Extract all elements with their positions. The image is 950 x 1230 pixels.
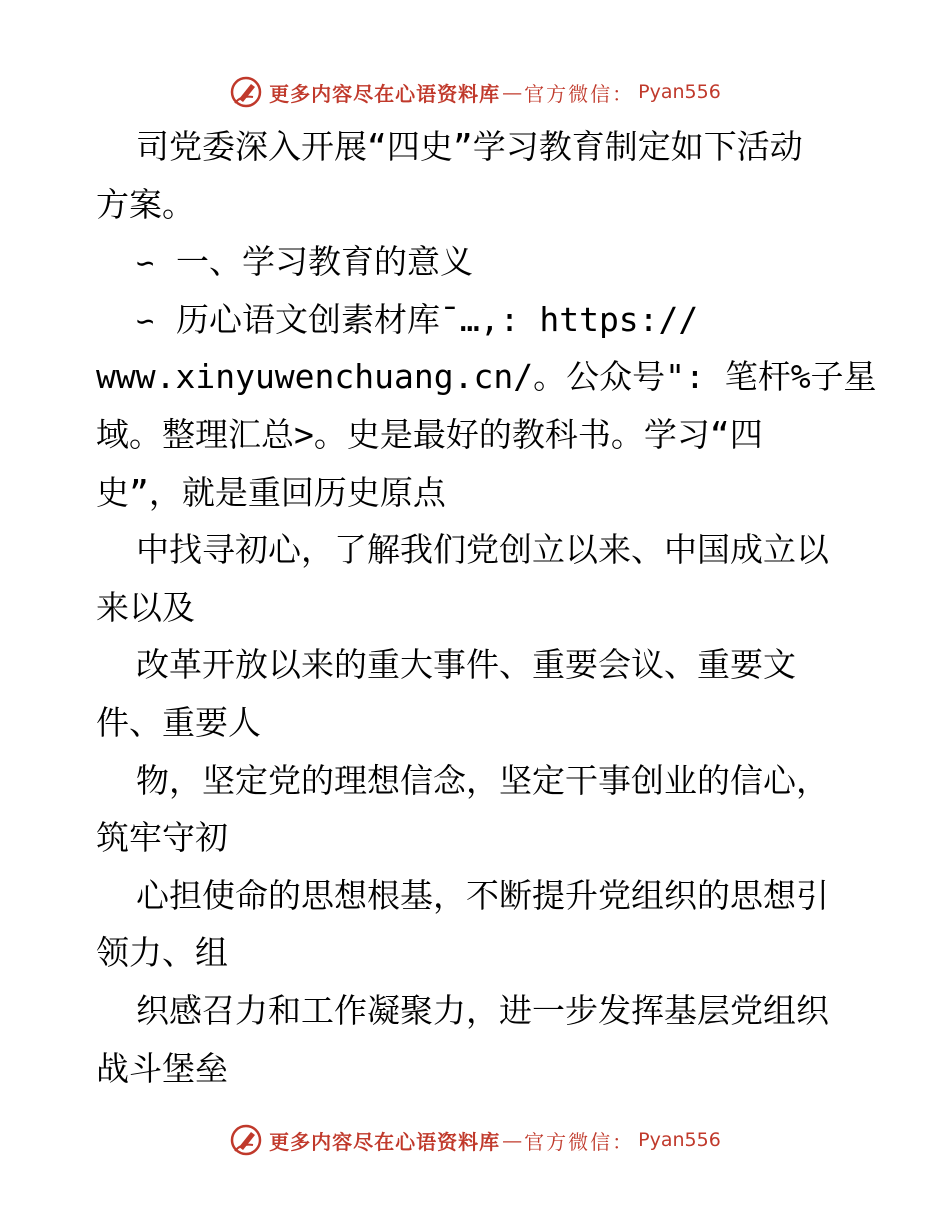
line-text: 历心语文创素材库¯…,: https:// <box>176 299 699 339</box>
text-line: 战斗堡垒 <box>96 1048 228 1088</box>
text-line: 件、重要人 <box>96 702 261 742</box>
text-line: 域。整理汇总>。史是最好的教科书。学习“四 <box>96 414 763 454</box>
banner-brand: 更多内容尽在心语资料库 <box>269 1129 501 1154</box>
pen-logo-icon <box>229 75 263 109</box>
pen-logo-icon <box>229 1123 263 1157</box>
fleuron-bullet-icon: ∽ <box>136 303 155 339</box>
section-heading <box>96 233 856 291</box>
banner-brand: 更多内容尽在心语资料库 <box>269 81 501 106</box>
text-line: 中找寻初心，了解我们党创立以来、中国成立以 <box>136 530 829 570</box>
text-line: 方案。 <box>96 184 195 224</box>
text-line: 司党委深入开展“四史”学习教育制定如下活动 <box>136 127 803 166</box>
banner-separator: — <box>502 1128 523 1152</box>
banner-official: 官方微信： <box>524 81 635 106</box>
text-line: 来以及 <box>96 587 195 627</box>
fleuron-bullet-icon: ∽ <box>136 246 155 282</box>
text-line: 织感召力和工作凝聚力，进一步发挥基层党组织 <box>136 990 829 1030</box>
text-line: 筑牢守初 <box>96 818 228 858</box>
heading-text: 一、学习教育的意义 <box>176 242 473 282</box>
document-body <box>96 118 877 1097</box>
text-line: 改革开放以来的重大事件、重要会议、重要文 <box>136 645 796 685</box>
banner-separator: — <box>502 80 523 104</box>
header-banner <box>0 72 950 112</box>
text-line: 物，坚定党的理想信念，坚定干事创业的信心， <box>136 760 829 800</box>
text-line: 心担使命的思想根基，不断提升党组织的思想引 <box>136 875 829 915</box>
banner-official: 官方微信： <box>524 1129 635 1154</box>
banner-handle: Pyan556 <box>638 81 721 103</box>
banner-handle: Pyan556 <box>638 1129 721 1151</box>
text-line: 领力、组 <box>96 933 228 973</box>
text-line: www.xinyuwenchuang.cn/。公众号": 笔杆%子星 <box>96 357 877 397</box>
bulleted-line <box>96 291 856 349</box>
footer-banner <box>0 1120 950 1160</box>
text-line: 史”，就是重回历史原点 <box>96 472 446 512</box>
